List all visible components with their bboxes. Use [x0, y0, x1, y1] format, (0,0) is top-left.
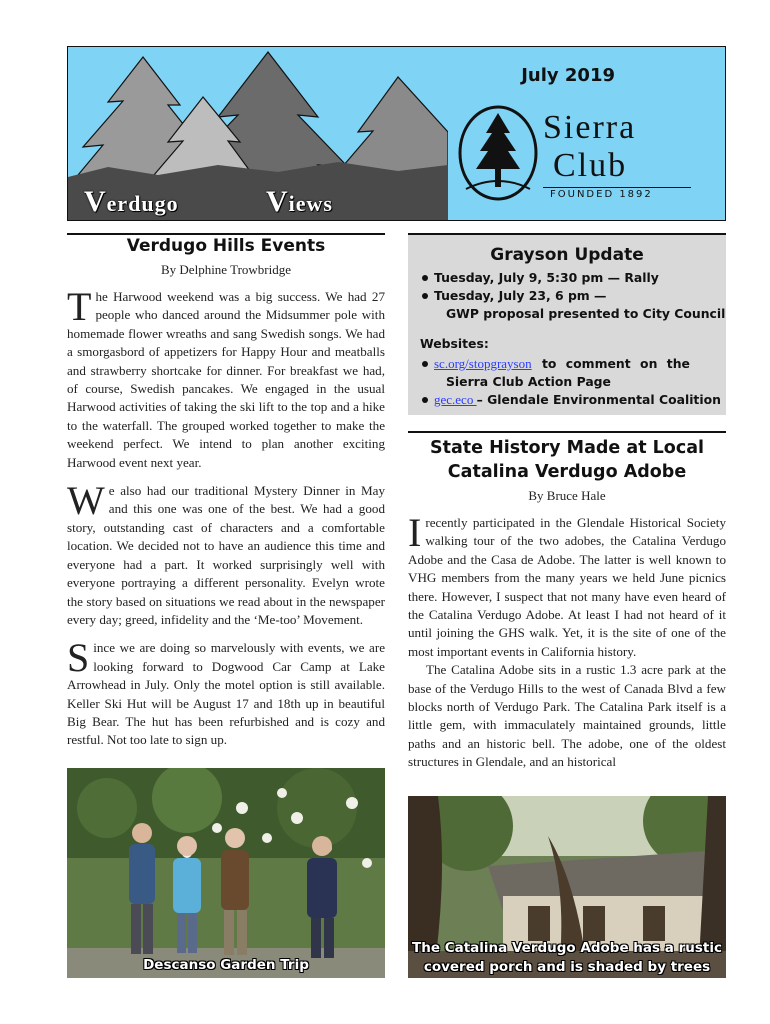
descanso-garden-photo — [67, 768, 385, 978]
left-column-rule — [67, 233, 385, 235]
drop-cap: S — [67, 635, 90, 681]
article-state-history — [408, 436, 726, 772]
article-title: Verdugo Hills Events — [126, 236, 326, 256]
gec-eco-link[interactable]: gec.eco — [434, 392, 477, 407]
list-item-continuation: GWP proposal presented to City Council — [446, 306, 726, 321]
paragraph: We also had our traditional Mystery Dinner in May and this one was one of the best. We had a good story, outstanding cast of characters and a comfortable location. We decided not to have an audience this time and everyone had a part. It worked surprisingly well with everyone portraying a different personality. Evelyn wrote the story based on situations we read about in the newspaper every day; greed, infidelity and the ‘Me-too’ Movement. — [67, 478, 385, 627]
bullet-icon — [422, 275, 428, 281]
right-column-rule — [408, 431, 726, 433]
paragraph: The Catalina Adobe sits in a rustic 1.3 acre park at the base of the Verdugo Hills to the west of Canada Blvd a few blocks north of Verdugo Park. The Catalina Park itself is a little gem, with immaculately maintained grounds, little paths and an historic bell. The adobe, one of the oldest structures in Glendale, and an historical — [408, 662, 726, 770]
bullet-icon — [422, 397, 428, 403]
paragraph: Irecently participated in the Glendale Historical Society walking tour of the two adobes, the Catalina Verdugo Adobe and the Casa de Adobe. The latter is well known to VHG members from the many years we held June picnics there. However, I suspect that not many have even heard of the Catalina Verdugo Adobe. At least I had not heard of it until joining the GHS walk. Yet, it is the site of one of the most important events in California history. — [408, 510, 726, 659]
org-name-line2: Club — [553, 147, 628, 184]
founded-text: FOUNDED 1892 — [550, 189, 653, 200]
list-item: gec.eco – Glendale Environmental Coalition — [422, 391, 721, 409]
org-name-line1: Sierra — [543, 109, 637, 146]
paragraph: The Harwood weekend was a big success. We had 27 people who danced around the Midsummer pole with homemade flower wreaths and sang Swedish songs. We had a smorgasbord of appetizers for Happy Hour and meatballs and strawberry shortcake for dinner. For breakfast we had, of course, Swedish pancakes. We engaged in the usual Harwood activities of taking the ski lift to the top and a hike to the waterfall. The grouped worked together to make the weekend perfect. We intend to plan another exciting Harwood event next year. — [67, 284, 385, 470]
catalina-adobe-photo — [408, 796, 726, 978]
sierra-club-tree-icon — [456, 103, 540, 203]
drop-cap: W — [67, 478, 105, 524]
websites-label: Websites: — [420, 336, 489, 351]
issue-date: July 2019 — [521, 65, 615, 86]
newsletter-title-views: Views — [266, 185, 333, 218]
list-item: Tuesday, July 9, 5:30 pm — Rally — [422, 269, 659, 287]
grayson-update-box — [408, 233, 726, 415]
article-title-line2: Catalina Verdugo Adobe — [447, 462, 687, 482]
stopgrayson-link[interactable]: sc.org/stopgrayson — [434, 356, 532, 371]
org-divider — [543, 187, 691, 188]
article-verdugo-hills-events — [67, 236, 385, 750]
article-byline: By Delphine Trowbridge — [161, 262, 291, 277]
photo-caption: Descanso Garden Trip — [143, 957, 309, 973]
photo-caption-line1: The Catalina Verdugo Adobe has a rustic — [412, 940, 722, 956]
drop-cap: T — [67, 284, 92, 329]
article-byline: By Bruce Hale — [528, 488, 606, 503]
list-item: sc.org/stopgrayson to comment on the — [422, 355, 712, 373]
list-item-continuation: Sierra Club Action Page — [446, 374, 611, 389]
bullet-icon — [422, 361, 428, 367]
photo-caption-line2: covered porch and is shaded by trees — [423, 959, 711, 975]
paragraph: Since we are doing so marvelously with events, we are looking forward to Dogwood Car Camp at Lake Arrowhead in July. Only the motel option is still available. Keller Ski Hut will be August 17 and 18th up in beautiful Big Bear. The hut has been refurbished and is cozy and restful. Not too late to sign up. — [67, 635, 385, 748]
newsletter-title-verdugo: Verdugo — [84, 185, 179, 218]
masthead — [67, 46, 726, 221]
article-title-line1: State History Made at Local — [429, 438, 705, 458]
box-title: Grayson Update — [490, 245, 644, 265]
drop-cap: I — [408, 510, 422, 555]
list-item: Tuesday, July 23, 6 pm — — [422, 287, 606, 305]
bullet-icon — [422, 293, 428, 299]
